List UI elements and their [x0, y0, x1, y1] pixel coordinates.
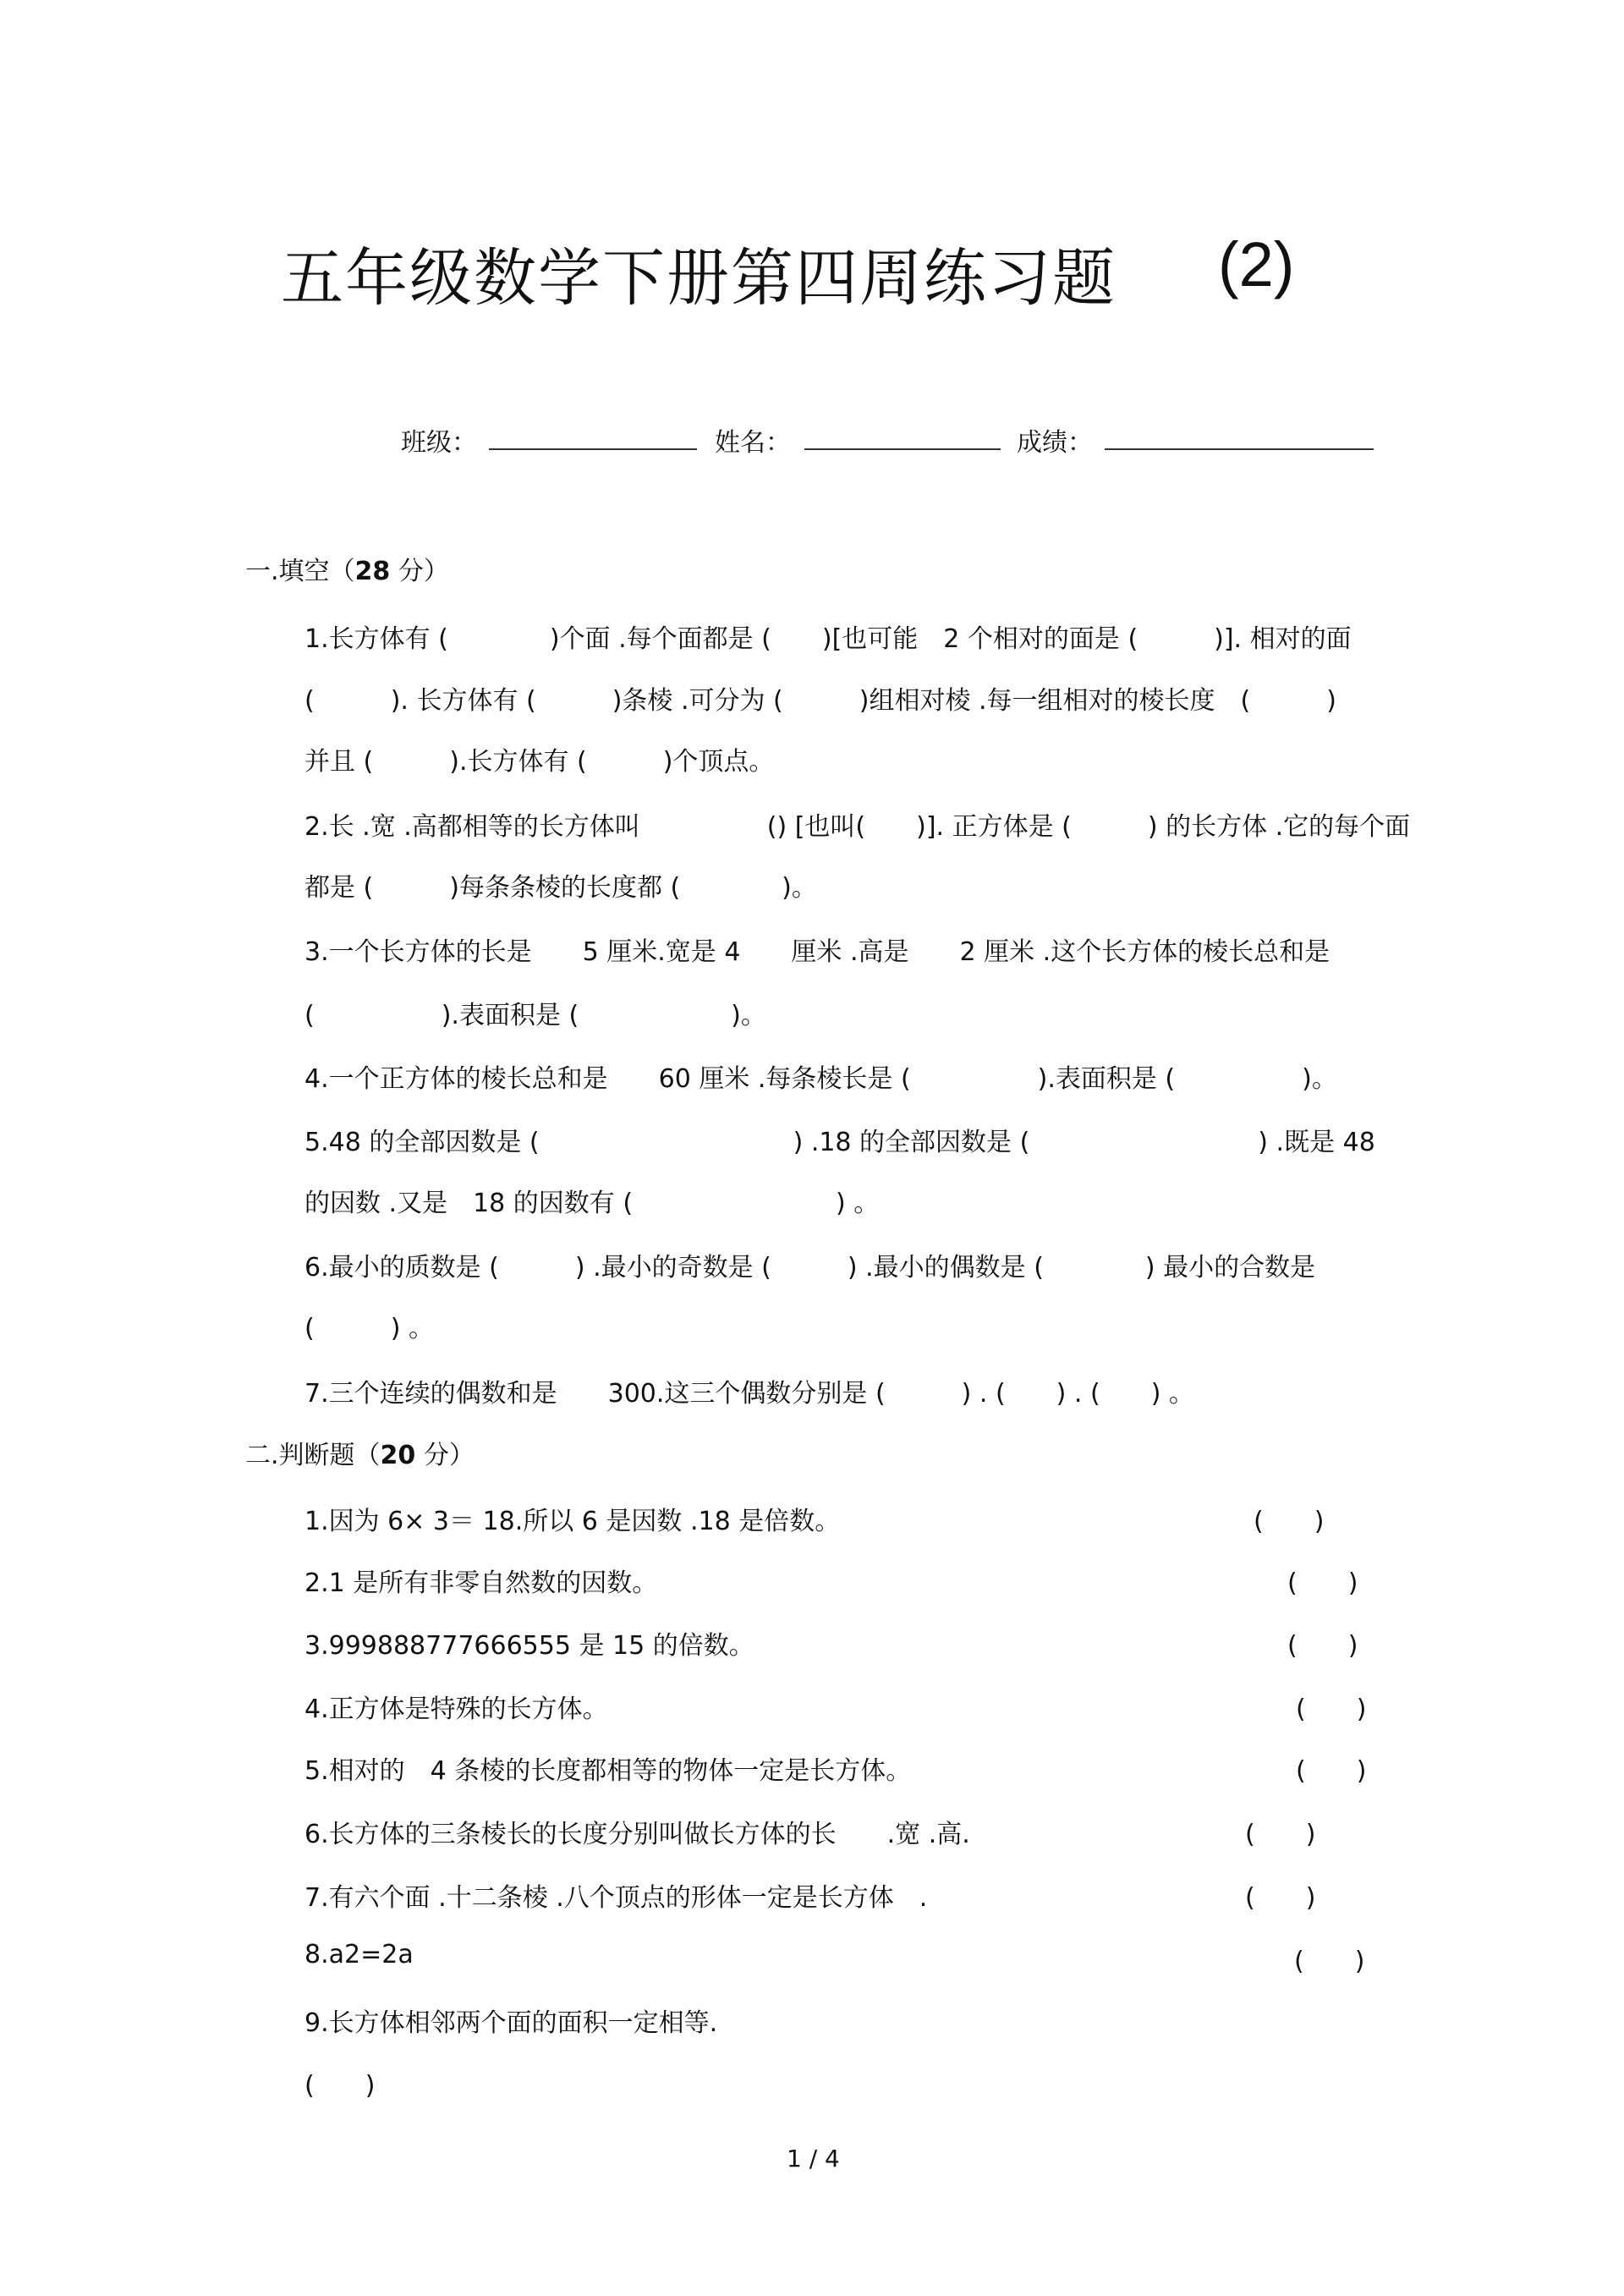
score-label: 成绩：: [1017, 428, 1093, 458]
name-blank: [804, 448, 1001, 450]
question-line: ( ). 长方体有 ( )条棱 .可分为 ( )组相对棱 .每一组相对的棱长度 ( ): [304, 686, 1336, 716]
question-line: 1.长方体有 ( )个面 .每个面都是 ( )[也可能 2 个相对的面是 ( )]. 相对的面: [304, 624, 1352, 654]
question-line: 都是 ( )每条条棱的长度都 ( )。: [304, 873, 817, 903]
answer-paren: ( ): [1287, 1568, 1358, 1598]
answer-paren: ( ): [1296, 1695, 1367, 1724]
title-number: (2): [1218, 229, 1295, 299]
judge-item: 6.长方体的三条棱长的长度分别叫做长方体的长 .宽 .高.: [304, 1820, 970, 1849]
judge-item: 8.a2=2a: [304, 1940, 414, 1969]
question-line: 6.最小的质数是 ( ) .最小的奇数是 ( ) .最小的偶数是 ( ) 最小的合数是: [304, 1253, 1316, 1283]
answer-paren: ( ): [1245, 1883, 1316, 1913]
question-line: ( ) 。: [304, 1314, 434, 1343]
section-heading-fill-blank: 一.填空（28 分）: [245, 557, 449, 586]
judge-item: 4.正方体是特殊的长方体。: [304, 1695, 608, 1724]
page-title: 五年级数学下册第四周练习题: [281, 242, 1116, 315]
question-line: 3.一个长方体的长是 5 厘米.宽是 4 厘米 .高是 2 厘米 .这个长方体的棱长总和是: [304, 937, 1330, 967]
section-heading-true-false: 二.判断题（20 分）: [245, 1441, 475, 1470]
question-line: 的因数 .又是 18 的因数有 ( ) 。: [304, 1189, 880, 1218]
answer-paren: ( ): [1296, 1756, 1367, 1786]
question-line: 7.三个连续的偶数和是 300.这三个偶数分别是 ( ) . ( ) . ( ) 。: [304, 1379, 1194, 1409]
name-label: 姓名：: [715, 428, 791, 458]
question-line: 2.长 .宽 .高都相等的长方体叫 () [也叫( )]. 正方体是 ( ) 的长方体 .它的每个面: [304, 812, 1411, 842]
answer-paren: ( ): [304, 2071, 376, 2101]
answer-paren: ( ): [1294, 1947, 1365, 1976]
judge-item: 7.有六个面 .十二条棱 .八个顶点的形体一定是长方体 .: [304, 1883, 928, 1913]
score-blank: [1105, 448, 1374, 450]
judge-item: 9.长方体相邻两个面的面积一定相等.: [304, 2008, 718, 2038]
question-line: ( ).表面积是 ( )。: [304, 1001, 766, 1030]
page-number: 1 / 4: [787, 2145, 840, 2172]
judge-item: 1.因为 6× 3＝ 18.所以 6 是因数 .18 是倍数。: [304, 1507, 841, 1536]
answer-paren: ( ): [1254, 1507, 1325, 1536]
question-line: 并且 ( ).长方体有 ( )个顶点。: [304, 747, 775, 777]
answer-paren: ( ): [1287, 1631, 1358, 1661]
judge-item: 2.1 是所有非零自然数的因数。: [304, 1568, 658, 1598]
judge-item: 5.相对的 4 条棱的长度都相等的物体一定是长方体。: [304, 1756, 912, 1786]
class-blank: [489, 448, 697, 450]
answer-paren: ( ): [1245, 1820, 1316, 1849]
class-label: 班级：: [401, 428, 477, 458]
question-line: 5.48 的全部因数是 ( ) .18 的全部因数是 ( ) .既是 48: [304, 1128, 1375, 1157]
judge-item: 3.999888777666555 是 15 的倍数。: [304, 1631, 754, 1661]
question-line: 4.一个正方体的棱长总和是 60 厘米 .每条棱长是 ( ).表面积是 ( )。: [304, 1064, 1337, 1094]
